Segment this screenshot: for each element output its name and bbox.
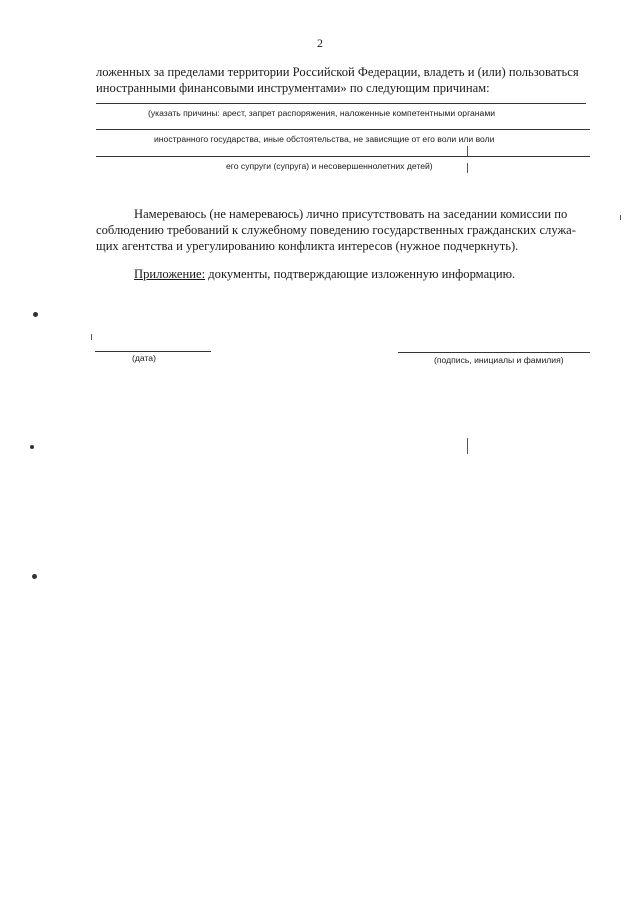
- signature-line: [398, 352, 590, 353]
- intention-line-1: Намереваюсь (не намереваюсь) лично присутствовать на заседании комиссии по: [134, 207, 568, 221]
- attachment-label: Приложение:: [134, 267, 206, 281]
- intention-line-2: соблюдению требований к служебному поведению государственных гражданских служа-: [96, 223, 576, 237]
- scan-mark: [467, 163, 468, 173]
- attachment-line: [96, 266, 598, 282]
- reason-fill-line-2: [96, 129, 590, 130]
- scan-speck: [33, 312, 38, 317]
- scan-mark: [467, 438, 468, 454]
- reason-fill-line-3: [96, 156, 590, 157]
- page-number: 2: [317, 36, 323, 50]
- intro-paragraph: [96, 64, 598, 96]
- date-line: [95, 351, 211, 352]
- date-caption: (дата): [132, 353, 156, 363]
- attachment-paragraph: [96, 266, 598, 282]
- intention-line-3: щих агентства и урегулированию конфликта интересов (нужное подчеркнуть).: [96, 239, 519, 253]
- scan-speck: [30, 445, 34, 449]
- attachment-text: документы, подтверждающие изложенную информацию.: [205, 267, 516, 281]
- intention-paragraph: [96, 206, 598, 254]
- scan-mark: [467, 146, 468, 156]
- intro-line-2: иностранными финансовыми инструментами» по следующим причинам:: [96, 81, 490, 95]
- reason-caption-3: его супруги (супруга) и несовершеннолетних детей): [226, 161, 433, 171]
- signature-caption: (подпись, инициалы и фамилия): [434, 355, 564, 365]
- scan-mark: [620, 215, 621, 220]
- intro-line-1: ложенных за пределами территории Российской Федерации, владеть и (или) пользоваться: [96, 65, 579, 79]
- scan-speck: [32, 574, 37, 579]
- scan-mark: [91, 334, 92, 340]
- reason-fill-line-1: [96, 103, 586, 104]
- reason-caption-1: (указать причины: арест, запрет распоряжения, наложенные компетентными органами: [148, 108, 496, 118]
- reason-caption-2: иностранного государства, иные обстоятельства, не зависящие от его воли или воли: [154, 134, 495, 144]
